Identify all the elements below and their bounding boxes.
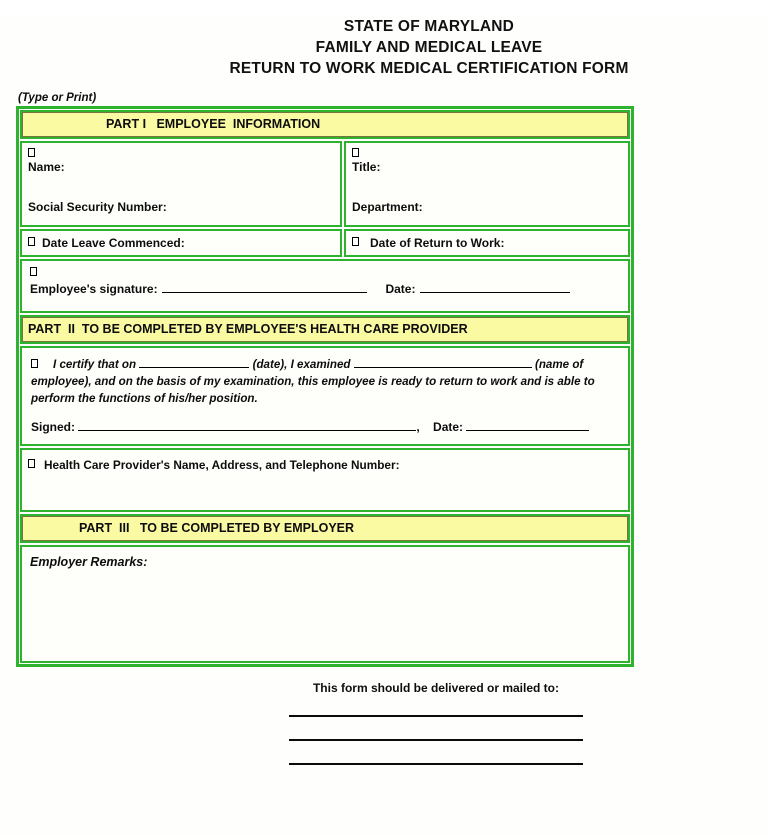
part3-header-cell <box>20 514 630 543</box>
employee-signature-date-line[interactable] <box>420 282 570 293</box>
certification-paragraph <box>31 356 619 407</box>
title-label: Title: <box>352 160 381 174</box>
part1-header-row <box>20 110 630 139</box>
certification-cell <box>20 346 630 446</box>
employee-signature-cell <box>20 259 630 313</box>
provider-row <box>20 448 630 512</box>
part2-header-label: PART II TO BE COMPLETED BY EMPLOYEE'S HEALTH CARE PROVIDER <box>28 322 468 336</box>
employee-info-row <box>20 141 630 227</box>
ssn-label: Social Security Number: <box>28 200 167 214</box>
date-leave-cell <box>20 229 342 257</box>
provider-checkbox[interactable] <box>28 459 35 468</box>
employee-signature-date-label: Date: <box>385 282 416 296</box>
signed-date-line[interactable] <box>466 420 589 431</box>
signed-date-label: Date: <box>433 420 464 434</box>
date-return-label: Date of Return to Work: <box>370 236 505 250</box>
signed-label: Signed: <box>31 420 75 434</box>
date-leave-label: Date Leave Commenced: <box>42 236 185 250</box>
certify-date-line[interactable] <box>139 357 249 368</box>
part3-header-label: PART III TO BE COMPLETED BY EMPLOYER <box>79 521 355 535</box>
date-leave-checkbox[interactable] <box>28 237 35 246</box>
certification-checkbox[interactable] <box>31 359 38 368</box>
dates-row <box>20 229 630 257</box>
certify-intro-text: I certify that on <box>53 358 137 371</box>
mailing-footer <box>286 681 586 765</box>
title-checkbox[interactable] <box>352 148 359 157</box>
name-label: Name: <box>28 160 65 174</box>
certification-row <box>20 346 630 446</box>
employer-remarks-label: Employer Remarks: <box>30 555 148 569</box>
title-line-1: STATE OF MARYLAND <box>343 18 515 35</box>
title-line-3: RETURN TO WORK MEDICAL CERTIFICATION FORM <box>229 60 629 77</box>
part2-header-cell <box>20 315 630 344</box>
employee-signature-label: Employee's signature: <box>30 282 158 296</box>
part3-header-row <box>20 514 630 543</box>
title-department-cell <box>344 141 630 227</box>
mailing-address-line-2[interactable] <box>289 739 583 741</box>
form-table <box>16 106 634 667</box>
type-or-print-note: (Type or Print) <box>18 92 97 104</box>
document-page <box>0 16 768 836</box>
provider-cell <box>20 448 630 512</box>
department-label: Department: <box>352 200 423 214</box>
certify-mid-text: (date), I examined <box>252 358 351 371</box>
name-ssn-cell <box>20 141 342 227</box>
title-line-2: FAMILY AND MEDICAL LEAVE <box>315 39 543 56</box>
date-return-checkbox[interactable] <box>352 237 359 246</box>
employee-signature-row <box>20 259 630 313</box>
mailing-address-line-3[interactable] <box>289 763 583 765</box>
part1-header-cell <box>20 110 630 139</box>
date-return-cell <box>344 229 630 257</box>
employee-signature-line[interactable] <box>162 282 367 293</box>
form-title <box>90 16 768 79</box>
part2-header-row <box>20 315 630 344</box>
name-checkbox[interactable] <box>28 148 35 157</box>
employer-remarks-row <box>20 545 630 663</box>
examined-name-line[interactable] <box>354 357 532 368</box>
part1-header-label: PART I EMPLOYEE INFORMATION <box>106 117 321 131</box>
employer-remarks-cell[interactable] <box>20 545 630 663</box>
certify-end-text: (name of employee), and on the basis of my examination, this employee is ready to return to work and is able to perform the functions of his/her position. <box>31 358 595 405</box>
mailing-instruction: This form should be delivered or mailed to: <box>312 681 560 695</box>
signed-line-row <box>31 420 619 434</box>
mailing-address-line-1[interactable] <box>289 715 583 717</box>
signed-signature-line[interactable] <box>78 420 416 431</box>
employee-signature-checkbox[interactable] <box>30 267 37 276</box>
signed-comma: , <box>416 420 420 434</box>
provider-label: Health Care Provider's Name, Address, and Telephone Number: <box>44 458 400 472</box>
